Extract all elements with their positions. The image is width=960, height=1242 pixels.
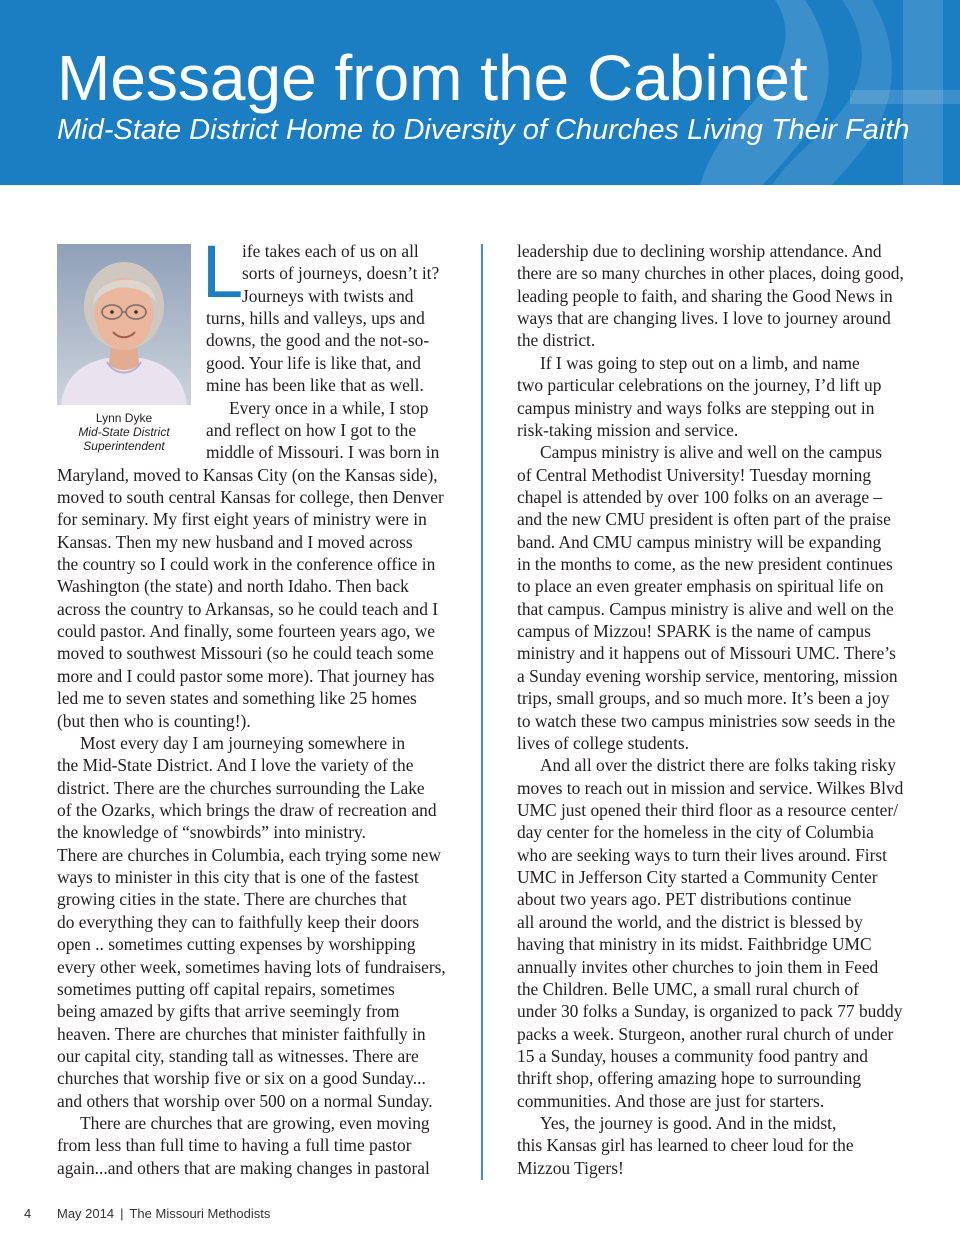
text-line: our capital city, standing tall as witnesses. There are bbox=[57, 1045, 419, 1066]
text-line: campus ministry and ways folks are stepping out in bbox=[517, 397, 875, 418]
text-line: there are so many churches in other places, doing good, bbox=[517, 263, 904, 284]
text-line: Most every day I am journeying somewhere in bbox=[80, 732, 406, 753]
text-line: all around the world, and the district is blessed by bbox=[517, 911, 863, 932]
issue-date: May 2014 bbox=[57, 1206, 115, 1221]
text-line: of Central Methodist University! Tuesday morning bbox=[517, 464, 872, 485]
text-line: and the new CMU president is often part of the praise bbox=[517, 509, 891, 530]
text-line: Campus ministry is alive and well on the campus bbox=[540, 442, 882, 463]
paragraph bbox=[517, 240, 927, 352]
text-line: packs a week. Sturgeon, another rural church of under bbox=[517, 1023, 894, 1044]
text-line: being amazed by gifts that arrive seemingly from bbox=[57, 1001, 400, 1022]
text-line: Mizzou Tigers! bbox=[517, 1157, 624, 1178]
text-line: the Children. Belle UMC, a small rural church of bbox=[517, 978, 859, 999]
text-line: chapel is attended by over 100 folks on an average – bbox=[517, 486, 883, 507]
text-line: leading people to faith, and sharing the Good News in bbox=[517, 285, 893, 306]
column-divider bbox=[481, 244, 483, 1180]
author-name: Lynn Dyke bbox=[95, 411, 153, 425]
paragraph bbox=[517, 352, 927, 441]
text-line: moved to south central Kansas for college, then Denver bbox=[57, 486, 444, 507]
text-line: churches that worship five or six on a good Sunday... bbox=[57, 1068, 426, 1089]
text-line: mine has been like that as well. bbox=[206, 375, 424, 396]
text-line: and reflect on how I got to the bbox=[206, 419, 417, 440]
text-line: under 30 folks a Sunday, is organized to pack 77 buddy bbox=[517, 1001, 903, 1022]
article-column-left bbox=[57, 240, 457, 1179]
text-line: to watch these two campus ministries sow seeds in the bbox=[517, 710, 896, 731]
text-line: the country so I could work in the conference office in bbox=[57, 554, 436, 575]
text-line: the Mid-State District. And I love the variety of the bbox=[57, 755, 414, 776]
page-number: 4 bbox=[24, 1206, 32, 1221]
text-line: of the Ozarks, which brings the draw of recreation and bbox=[57, 799, 437, 820]
text-line: district. There are the churches surrounding the Lake bbox=[57, 777, 425, 798]
text-line: heaven. There are churches that minister faithfully in bbox=[57, 1023, 426, 1044]
text-line: Washington (the state) and north Idaho. Then back bbox=[57, 576, 409, 597]
text-line: leadership due to declining worship attendance. And bbox=[517, 241, 882, 261]
text-line: this Kansas girl has learned to cheer loud for the bbox=[517, 1135, 854, 1156]
text-line: growing cities in the state. There are churches that bbox=[57, 889, 407, 910]
text-line: downs, the good and the not-so- bbox=[206, 330, 430, 351]
text-line: band. And CMU campus ministry will be expanding bbox=[517, 531, 882, 552]
text-line: Journeys with twists and bbox=[242, 285, 414, 306]
text-line: Maryland, moved to Kansas City (on the Kansas side), bbox=[57, 464, 438, 485]
text-line: open .. sometimes cutting expenses by worshipping bbox=[57, 934, 416, 955]
text-line: moves to reach out in mission and service. Wilkes Blvd bbox=[517, 777, 904, 798]
paragraph bbox=[57, 397, 457, 732]
author-role: Superintendent bbox=[83, 439, 165, 453]
text-line: And all over the district there are folks taking risky bbox=[540, 755, 896, 776]
paragraph bbox=[517, 754, 927, 1112]
text-line: having that ministry in its midst. Faithbridge UMC bbox=[517, 934, 872, 955]
text-line: sometimes putting off capital repairs, sometimes bbox=[57, 978, 395, 999]
text-line: the knowledge of “snowbirds” into ministry. bbox=[57, 822, 366, 843]
text-line: and others that worship over 500 on a normal Sunday. bbox=[57, 1090, 433, 1111]
text-line: risk-taking mission and service. bbox=[517, 419, 739, 440]
drop-cap: L bbox=[202, 230, 244, 313]
text-line: do everything they can to faithfully keep their doors bbox=[57, 911, 420, 932]
text-line: sorts of journeys, doesn’t it? bbox=[242, 263, 440, 284]
text-line: (but then who is counting!). bbox=[57, 710, 251, 731]
text-line: the district. bbox=[517, 330, 596, 351]
text-line: communities. And those are just for starters. bbox=[517, 1090, 825, 1111]
page-title: Message from the Cabinet bbox=[57, 42, 808, 114]
masthead bbox=[0, 0, 960, 185]
paragraph bbox=[517, 1112, 927, 1179]
text-line: who are seeking ways to turn their lives around. First bbox=[517, 844, 887, 865]
text-line: for seminary. My first eight years of ministry were in bbox=[57, 509, 427, 530]
text-line: UMC just opened their third floor as a resource center/ bbox=[517, 799, 899, 820]
text-line: in the months to come, as the new president continues bbox=[517, 554, 893, 575]
paragraph bbox=[57, 1112, 457, 1179]
text-line: There are churches in Columbia, each trying some new bbox=[57, 844, 441, 865]
text-line: ways to minister in this city that is one of the fastest bbox=[57, 867, 419, 888]
paragraph bbox=[517, 441, 927, 754]
page-subtitle: Mid-State District Home to Diversity of Churches Living Their Faith bbox=[57, 114, 910, 146]
text-line: UMC in Jefferson City started a Community Center bbox=[517, 867, 878, 888]
text-line: every other week, sometimes having lots of fundraisers, bbox=[57, 956, 446, 977]
text-line: thrift shop, offering amazing hope to surrounding bbox=[517, 1068, 862, 1089]
text-line: ministry and it happens out of Missouri UMC. There’s bbox=[517, 643, 896, 664]
text-line: across the country to Arkansas, so he could teach and I bbox=[57, 598, 439, 619]
paragraph bbox=[57, 240, 457, 397]
paragraph bbox=[57, 732, 457, 1112]
cross-arm bbox=[850, 90, 960, 104]
text-line: annually invites other churches to join them in Feed bbox=[517, 956, 879, 977]
author-district: Mid-State District bbox=[78, 425, 170, 439]
text-line: from less than full time to having a full time pastor bbox=[57, 1135, 412, 1156]
text-line: ife takes each of us on all bbox=[242, 241, 419, 261]
text-line: campus of Mizzou! SPARK is the name of campus bbox=[517, 621, 871, 642]
text-line: to place an even greater emphasis on spiritual life on bbox=[517, 576, 884, 597]
footer-separator: | bbox=[120, 1206, 124, 1221]
text-line: ways that are changing lives. I love to journey around bbox=[517, 308, 891, 329]
text-line: good. Your life is like that, and bbox=[206, 352, 421, 373]
text-line: turns, hills and valleys, ups and bbox=[206, 308, 425, 329]
text-line: If I was going to step out on a limb, and name bbox=[540, 352, 860, 373]
text-line: Yes, the journey is good. And in the midst, bbox=[540, 1113, 837, 1134]
text-line: moved to southwest Missouri (so he could teach some bbox=[57, 643, 434, 664]
text-line: two particular celebrations on the journey, I’d lift up bbox=[517, 375, 882, 396]
text-line: led me to seven states and something like 25 homes bbox=[57, 688, 417, 709]
text-line: that campus. Campus ministry is alive and well on the bbox=[517, 598, 894, 619]
text-line: Kansas. Then my new husband and I moved across bbox=[57, 531, 413, 552]
text-line: There are churches that are growing, even moving bbox=[80, 1113, 430, 1134]
text-line: about two years ago. PET distributions continue bbox=[517, 889, 852, 910]
text-line: a Sunday evening worship service, mentoring, mission bbox=[517, 665, 898, 686]
text-line: again...and others that are making changes in pastoral bbox=[57, 1157, 430, 1178]
article-column-right bbox=[517, 240, 927, 1179]
text-line: could pastor. And finally, some fourteen years ago, we bbox=[57, 621, 435, 642]
text-line: lives of college students. bbox=[517, 732, 689, 753]
text-line: 15 a Sunday, houses a community food pantry and bbox=[517, 1045, 868, 1066]
text-line: Every once in a while, I stop bbox=[229, 397, 429, 418]
publication-name: The Missouri Methodists bbox=[129, 1206, 271, 1221]
footer-credit bbox=[57, 1205, 270, 1223]
text-line: more and I could pastor some more). That journey has bbox=[57, 665, 435, 686]
text-line: day center for the homeless in the city of Columbia bbox=[517, 822, 874, 843]
text-line: trips, small groups, and so much more. It’s been a joy bbox=[517, 688, 890, 709]
text-line: middle of Missouri. I was born in bbox=[206, 442, 440, 463]
